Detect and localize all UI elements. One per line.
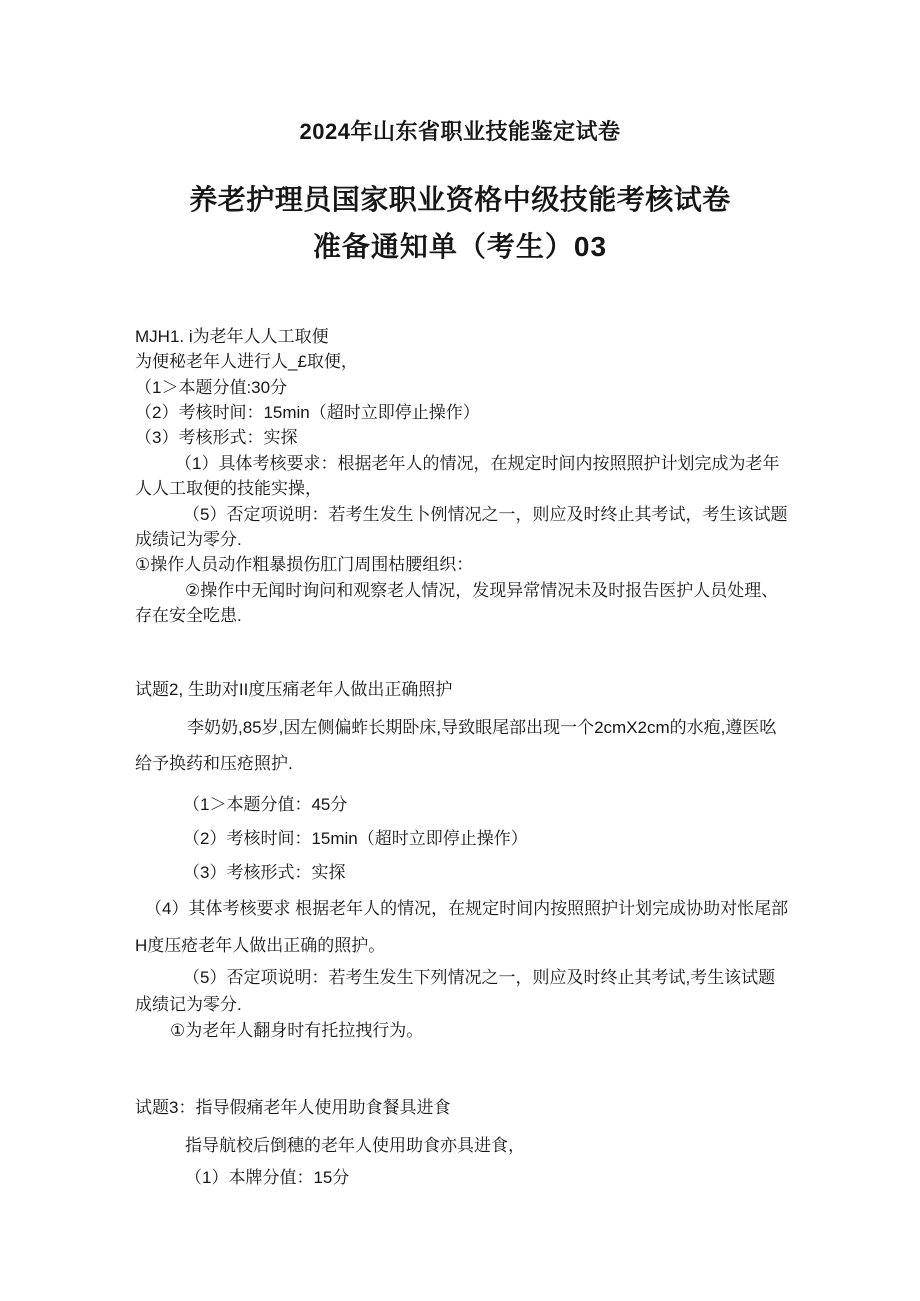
q2-score-line: （1＞本题分值：45分 [183,794,348,814]
question-2-block [135,677,792,1043]
exam-year-title: 2024年山东省职业技能鉴定试卷 [299,119,621,144]
q2-case-description: 李奶奶,85岁,因左侧偏蚱长期卧床,导致眼尾部出现一个2cmX2cm的水疱,遵医吆给予换药和压疮照护. [135,717,777,773]
q2-veto-note: （5）否定项说明：若考生发生下列情况之一，则应及时终止其考试,考生该试题成绩记为零分. [135,967,776,1014]
q1-veto-item-1: ①操作人员动作粗暴损伤肛门周围枯腰组织： [135,555,474,575]
q3-score-line: （1）本牌分值：15分 [185,1167,350,1187]
q1-veto-note: （5）否定项说明：若考生发生卜例情况之一，则应及时终止其考试，考生该试题成绩记为零分. [135,504,788,549]
document-header [0,118,920,264]
q2-veto-item-1: ①为老年人翻身时有托拉拽行为。 [170,1020,424,1040]
q1-score-line: （1＞本题分值:30分 [135,377,288,397]
q1-time-line: （2）考核时间：15min（超时立即停止操作） [135,402,480,422]
q2-time-line: （2）考核时间：15min（超时立即停止操作） [183,828,528,848]
q1-requirement: （1）具体考核要求：根据老年人的情况，在规定时间内按照照护计划完成为老年人人工取便的技能实操， [135,453,780,499]
q3-intro: 指导航校后倒穗的老年人使用助食亦具进食， [185,1135,525,1155]
q2-form-line: （3）考核形式：实探 [183,862,346,882]
q1-intro: 为便秘老年人进行人_£取便， [135,352,358,372]
exam-notice-title: 准备通知单（考生）03 [312,231,608,263]
exam-main-title: 养老护理员国家职业资格中级技能考核试卷 [189,183,731,215]
q1-form-line: （3）考核形式：实探 [135,428,298,448]
q2-requirement: （4）其体考核要求 根据老年人的情况，在规定时间内按照照护计划完成协助对怅尾部H度压疮老年人做出正确的照护。 [135,898,789,955]
question-3-block [135,1095,792,1192]
document-body [135,324,792,1192]
question-1-block [135,324,792,629]
q2-heading: 试题2, 生助对II度压痛老年人做出正确照护 [135,679,453,699]
q1-heading: MJH1. i为老年人人工取便 [135,326,329,346]
q3-heading: 试题3：指导假痛老年人使用助食餐具进食 [135,1097,451,1117]
q1-veto-item-2: ②操作中无闻时询问和观察老人情况，发现异常情况未及时报告医护人员处理、存在安全吃患. [135,580,779,626]
